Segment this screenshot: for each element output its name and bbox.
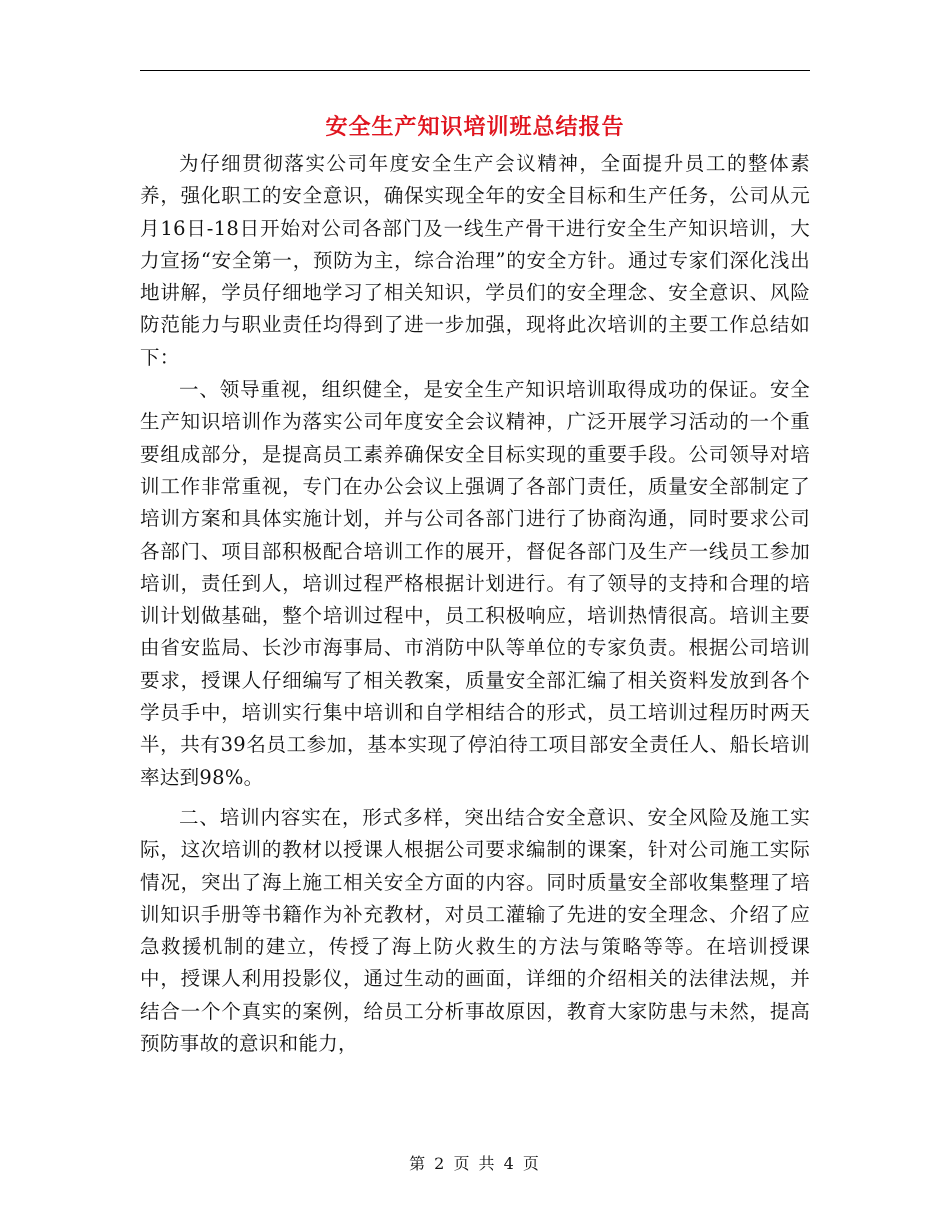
page-number-footer: 第 2 页 共 4 页 bbox=[409, 1154, 541, 1173]
document-title: 安全生产知识培训班总结报告 bbox=[325, 114, 625, 140]
paragraph-intro: 为仔细贯彻落实公司年度安全生产会议精神，全面提升员工的整体素养，强化职工的安全意识，确保实现全年的安全目标和生产任务，公司从元月16日-18日开始对公司各部门及一线生产骨干进行安全生产知识培训，大力宣扬“安全第一，预防为主，综合治理”的安全方针。通过专家们深化浅出地讲解，学员仔细地学习了相关知识，学员们的安全理念、安全意识、风险防范能力与职业责任均得到了进一步加强，现将此次培训的主要工作总结如下： bbox=[140, 152, 810, 369]
document-body bbox=[140, 148, 810, 1060]
paragraph-section-one: 一、领导重视，组织健全，是安全生产知识培训取得成功的保证。安全生产知识培训作为落实公司年度安全会议精神，广泛开展学习活动的一个重要组成部分，是提高员工素养确保安全目标实现的重要手段。公司领导对培训工作非常重视，专门在办公会议上强调了各部门责任，质量安全部制定了培训方案和具体实施计划，并与公司各部门进行了协商沟通，同时要求公司各部门、项目部积极配合培训工作的展开，督促各部门及生产一线员工参加培训，责任到人，培训过程严格根据计划进行。有了领导的支持和合理的培训计划做基础，整个培训过程中，员工积极响应，培训热情很高。培训主要由省安监局、长沙市海事局、市消防中队等单位的专家负责。根据公司培训要求，授课人仔细编写了相关教案，质量安全部汇编了相关资料发放到各个学员手中，培训实行集中培训和自学相结合的形式，员工培训过程历时两天半，共有39名员工参加，基本实现了停泊待工项目部安全责任人、船长培训率达到98%。 bbox=[140, 378, 810, 789]
header-rule bbox=[140, 70, 810, 71]
paragraph-section-two: 二、培训内容实在，形式多样，突出结合安全意识、安全风险及施工实际，这次培训的教材以授课人根据公司要求编制的课案，针对公司施工实际情况，突出了海上施工相关安全方面的内容。同时质量安全部收集整理了培训知识手册等书籍作为补充教材，对员工灌输了先进的安全理念、介绍了应急救援机制的建立，传授了海上防火救生的方法与策略等等。在培训授课中，授课人利用投影仪，通过生动的画面，详细的介绍相关的法律法规，并结合一个个真实的案例，给员工分析事故原因，教育大家防患与未然，提高预防事故的意识和能力， bbox=[140, 805, 810, 1056]
